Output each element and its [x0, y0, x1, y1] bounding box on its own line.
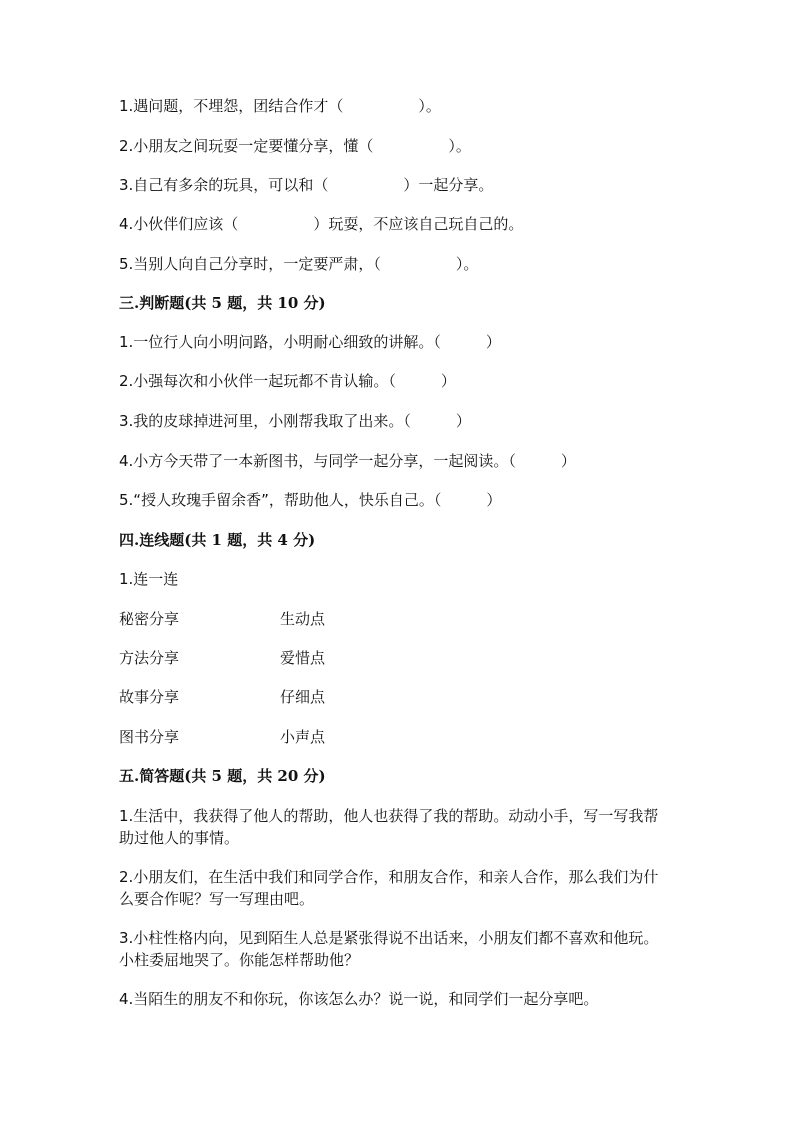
fill-blank-item-2: 2.小朋友之间玩耍一定要懂分享，懂（ ）。 — [119, 137, 471, 155]
judge-item-5: 5.“授人玫瑰手留余香”，帮助他人，快乐自己。（ ） — [119, 491, 502, 509]
section-heading-match: 四.连线题(共 1 题，共 4 分) — [119, 531, 316, 549]
fill-blank-item-5: 5.当别人向自己分享时，一定要严肃，（ ）。 — [119, 255, 479, 273]
match-right-2: 爱惜点 — [280, 649, 326, 667]
fill-blank-item-4: 4.小伙伴们应该（ ）玩耍，不应该自己玩自己的。 — [119, 215, 524, 233]
match-right-1: 生动点 — [280, 610, 326, 628]
judge-item-1: 1.一位行人向小明问路，小明耐心细致的讲解。（ ） — [119, 333, 501, 351]
match-question: 1.连一连 — [119, 570, 179, 588]
match-right-3: 仔细点 — [280, 688, 326, 706]
judge-item-4: 4.小方今天带了一本新图书，与同学一起分享，一起阅读。（ ） — [119, 452, 576, 470]
judge-item-2: 2.小强每次和小伙伴一起玩都不肯认输。（ ） — [119, 372, 456, 390]
short-answer-item-4: 4.当陌生的朋友不和你玩，你该怎么办？说一说，和同学们一起分享吧。 — [119, 990, 599, 1008]
match-left-2: 方法分享 — [119, 649, 180, 667]
match-left-3: 故事分享 — [119, 688, 180, 706]
match-right-4: 小声点 — [280, 728, 326, 746]
fill-blank-item-1: 1.遇问题，不埋怨，团结合作才（ ）。 — [119, 97, 441, 115]
short-answer-item-1: 1.生活中，我获得了他人的帮助，他人也获得了我的帮助。动动小手，写一写我帮助过他人的事情。 — [119, 807, 659, 847]
short-answer-item-3: 3.小柱性格内向，见到陌生人总是紧张得说不出话来，小朋友们都不喜欢和他玩。小柱委屈地哭了。你能怎样帮助他？ — [119, 929, 659, 969]
short-answer-item-2: 2.小朋友们，在生活中我们和同学合作，和朋友合作，和亲人合作，那么我们为什么要合作呢？写一写理由吧。 — [119, 868, 659, 908]
match-left-1: 秘密分享 — [119, 610, 180, 628]
section-heading-short-answer: 五.简答题(共 5 题，共 20 分) — [119, 767, 326, 785]
fill-blank-item-3: 3.自己有多余的玩具，可以和（ ）一起分享。 — [119, 176, 494, 194]
judge-item-3: 3.我的皮球掉进河里，小刚帮我取了出来。（ ） — [119, 412, 471, 430]
section-heading-judge: 三.判断题(共 5 题，共 10 分) — [119, 294, 326, 312]
match-left-4: 图书分享 — [119, 728, 180, 746]
